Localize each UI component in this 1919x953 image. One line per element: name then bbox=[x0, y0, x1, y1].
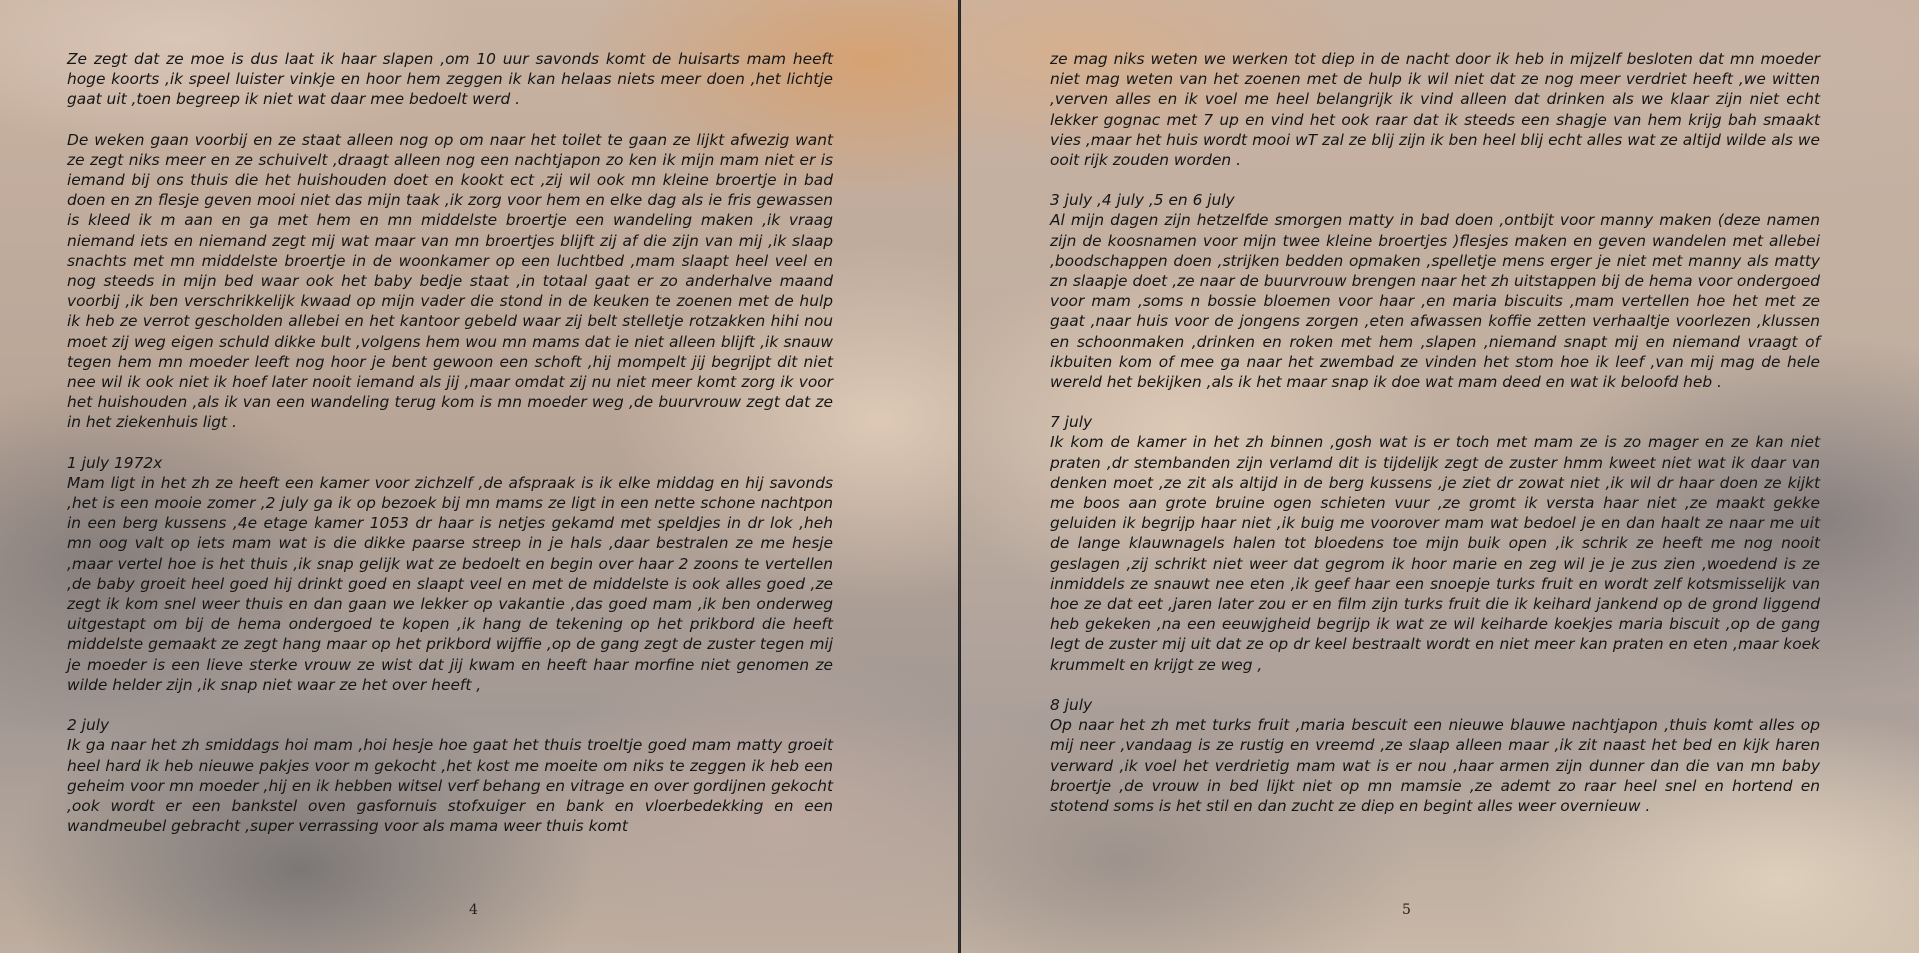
date-heading: 1 july 1972x bbox=[67, 453, 163, 472]
paragraph bbox=[67, 130, 833, 433]
left-page-text bbox=[67, 49, 833, 856]
paragraph bbox=[1050, 49, 1820, 170]
page-number: 5 bbox=[1402, 902, 1411, 918]
paragraph-text: Ze zegt dat ze moe is dus laat ik haar slapen ,om 10 uur savonds komt de huisarts mam heeft hoge koorts ,ik speel luister vinkje en hoor hem zeggen ik kan helaas niets meer doen ,het lichtje gaat uit ,toen begreep ik niet wat daar mee bedoelt werd . bbox=[67, 50, 833, 109]
paragraph-text: Al mijn dagen zijn hetzelfde smorgen matty in bad doen ,ontbijt voor manny maken (deze namen zijn de koosnamen voor mijn twee kleine broertjes )flesjes maken en geven wandelen met allebei ,boodschappen doen ,strijken bedden opmaken ,spelletje mens erger je niet met manny als matty zn slaapje doet ,ze naar de buurvrouw brengen naar het zh uitstappen bij de hema voor ondergoed voor mam ,soms n bossie bloemen voor haar ,en maria biscuits ,mam vertellen hoe het met ze gaat ,naar huis voor de jongens zorgen ,eten afwassen koffie zetten verhaaltje voorlezen ,klussen en schoonmaken ,drinken en roken met hem ,slapen ,niemand snapt mij en niemand vraagt of ikbuiten kom of mee ga naar het zwembad ze vinden het stom hoe ik leef ,van mij mag de hele wereld het bekijken ,als ik het maar snap ik doe wat mam deed en wat ik beloofd heb . bbox=[1050, 211, 1820, 392]
paragraph bbox=[67, 453, 833, 695]
left-page bbox=[0, 0, 958, 953]
date-heading: 3 july ,4 july ,5 en 6 july bbox=[1050, 191, 1235, 210]
paragraph bbox=[1050, 190, 1820, 392]
paragraph-text: De weken gaan voorbij en ze staat alleen nog op om naar het toilet te gaan ze lijkt afwezig want ze zegt niks meer en ze schuivelt ,draagt alleen nog een nachtjapon zo ken ik mijn mam niet er is iemand bij ons thuis die het huishouden doet en kookt ect ,zij wil ook mn kleine broertje in bad doen en zn flesje geven mooi niet das mijn taak ,ik zorg voor hem en elke dag als ie fris gewassen is kleed ik m aan en ga met hem en mn middelste broertje een wandeling maken ,ik vraag niemand iets en niemand zegt mij wat maar van mn broertjes blijft zij af die zijn van mij ,ik slaap snachts met mn middelste broertje in de woonkamer op een luchtbed ,mam slaapt heel veel en nog steeds in mijn bed waar ook het baby bedje staat ,in totaal gaat er zo anderhalve maand voorbij ,ik ben verschrikkelijk kwaad op mijn vader die stond in de keuken te zoenen met de hulp ik heb ze verrot gescholden allebei en het kantoor gebeld waar zij belt stelletje rotzakken hihi nou moet zij weg eigen schuld dikke bult ,volgens hem wou mn mams dat ie niet alleen blijft ,ik snauw tegen hem mn moeder leeft nog hoor je bent gewoon een schoft ,hij mompelt jij begrijpt dit niet nee wil ik ook niet ik hoef later nooit iemand als jij ,maar omdat zij nu niet meer komt zorg ik voor het huishouden ,als ik van een wandeling terug kom is mn moeder weg ,de buurvrouw zegt dat ze in het ziekenhuis ligt . bbox=[67, 130, 833, 432]
paragraph-text: Mam ligt in het zh ze heeft een kamer voor zichzelf ,de afspraak is ik elke middag en hij savonds ,het is een mooie zomer ,2 july ga ik op bezoek bij mn mams ze ligt in een nette schone nachtpon in een berg kussens ,4e etage kamer 1053 dr haar is netjes gekamd met speldjes in dr lok ,heh mn oog valt op iets mam wat is die dikke paarse streep in je hals ,daar bestralen ze me hesje ,maar vertel hoe is het thuis ,ik snap gelijk wat ze bedoelt en begin over haar 2 zoons te vertellen ,de baby groeit heel goed hij drinkt goed en slaapt veel en met de middelste is ook alles goed ,ze zegt ik kom snel weer thuis en dan gaan we lekker op vakantie ,das goed mam ,ik ben onderweg uitgestapt om bij de hema ondergoed te kopen ,ik hang de tekening op het prikbord die heeft middelste gemaakt ze zegt hang maar op het prikbord wijffie ,op de gang zegt de zuster tegen mij je moeder is een lieve sterke vrouw ze wist dat jij kwam en heeft haar morfine niet genomen ze wilde helder zijn ,ik snap niet waar ze het over heeft , bbox=[67, 473, 833, 694]
paragraph-text: ze mag niks weten we werken tot diep in de nacht door ik heb in mijzelf besloten dat mn moeder niet mag weten van het zoenen met de hulp ik wil niet dat ze nog meer verdriet heeft ,we witten ,verven alles en ik voel me heel belangrijk ik vind alleen dat drinken als we klaar zijn niet echt lekker gognac met 7 up en vind het ook raar dat ik steeds een shagje van hem krijg bah smaakt vies ,maar het huis wordt mooi wT zal ze blij zijn ik ben heel blij echt alles wat ze altijd wilde als we ooit rijk zouden worden . bbox=[1050, 50, 1820, 170]
paragraph bbox=[67, 49, 833, 110]
paragraph bbox=[67, 715, 833, 836]
date-heading: 2 july bbox=[67, 716, 110, 735]
paragraph bbox=[1050, 412, 1820, 675]
paragraph-text: Ik ga naar het zh smiddags hoi mam ,hoi hesje hoe gaat het thuis troeltje goed mam matty groeit heel hard ik heb nieuwe pakjes voor m gekocht ,het kost me moeite om niks te zeggen ik heb een geheim voor mn moeder ,hij en ik hebben witsel verf behang en vitrage en over gordijnen gekocht ,ook wordt er een bankstel oven gasfornuis stofxuiger en bank en vloerbedekking en een wandmeubel gebracht ,super verrassing voor als mama weer thuis komt bbox=[67, 736, 833, 836]
page-number: 4 bbox=[469, 902, 478, 918]
right-page bbox=[961, 0, 1919, 953]
date-heading: 8 july bbox=[1050, 695, 1093, 714]
date-heading: 7 july bbox=[1050, 413, 1093, 432]
paragraph-text: Ik kom de kamer in het zh binnen ,gosh wat is er toch met mam ze is zo mager en ze kan niet praten ,dr stembanden zijn verlamd dit is tijdelijk zegt de zuster hmm kweet niet wat ik daar van denken moet ,ze zit als altijd in de berg kussens ,je ziet dr zowat niet ,ik wil dr haar doen ze kijkt me boos aan grote bruine ogen schieten vuur ,ze gromt ik versta haar niet ,ze maakt gekke geluiden ik begrijp haar niet ,ik buig me voorover mam wat bedoel je en dan haalt ze naar me uit de lange klauwnagels halen tot bloedens toe mijn buik open ,ik schrik ze heeft me nog nooit geslagen ,zij schrikt niet weer dat gegrom ik hoor marie en zeg wil je je zus zien ,woedend is ze inmiddels ze snauwt nee eten ,ik geef haar een snoepje turks fruit en wordt zelf kotsmisselijk van hoe ze dat eet ,jaren later zou er en film zijn turks fruit die ik keihard jankend op de grond liggend heb gekeken ,na een eeuwjgheid begrijp ik wat ze wil keiharde koekjes maria biscuit ,op de gang legt de zuster mij uit dat ze op dr keel bestraalt wordt en niet meer kan praten en eten ,maar koek krummelt en krijgt ze weg , bbox=[1050, 433, 1820, 674]
right-page-text bbox=[1050, 49, 1820, 836]
paragraph bbox=[1050, 695, 1820, 816]
paragraph-text: Op naar het zh met turks fruit ,maria bescuit een nieuwe blauwe nachtjapon ,thuis komt alles op mij neer ,vandaag is ze rustig en vreemd ,ze slaap alleen maar ,ik zit naast het bed en kijk haren verward ,ik voel het verdrietig mam wat is er nou ,haar armen zijn dunner dan die van mn baby broertje ,de vrouw in bed lijkt niet op mn mamsie ,ze ademt zo raar heel snel en hortend en stotend soms is het stil en dan zucht ze diep en begint alles weer overnieuw . bbox=[1050, 716, 1820, 815]
